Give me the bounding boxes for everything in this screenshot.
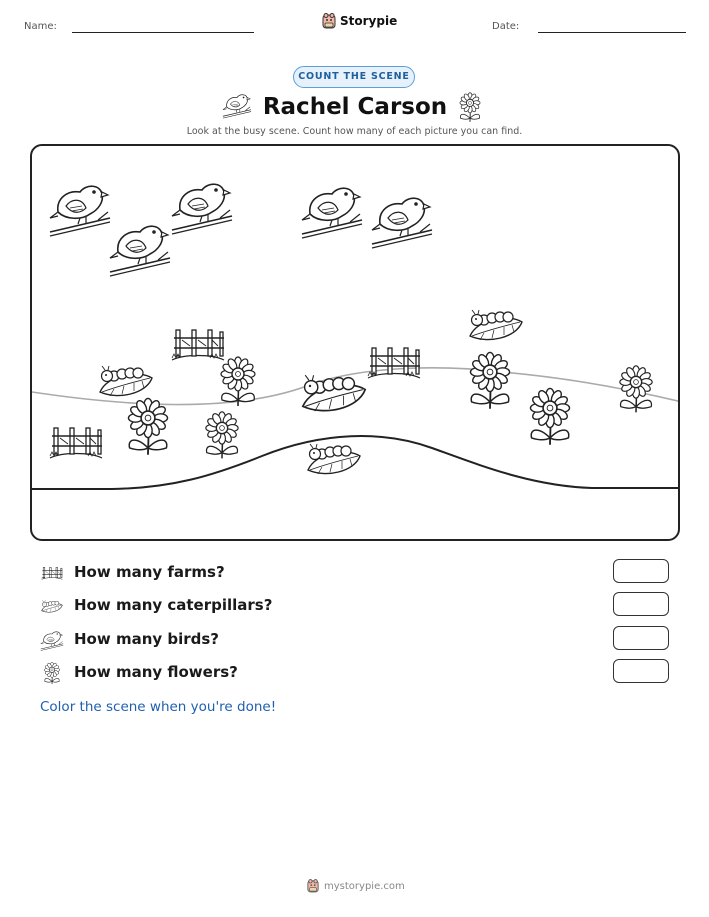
- storypie-mascot-icon: [322, 13, 336, 29]
- flower-icon: [530, 388, 569, 444]
- flower-icon: [470, 352, 509, 408]
- fence-icon: [368, 348, 420, 378]
- page-title: Rachel Carson: [262, 94, 448, 120]
- name-label: Name:: [24, 21, 57, 32]
- question-text: How many farms?: [74, 563, 225, 581]
- footer: [307, 879, 405, 893]
- question-text: How many caterpillars?: [74, 596, 273, 614]
- answer-box-caterpillars[interactable]: [613, 592, 669, 616]
- answer-box-farms[interactable]: [613, 559, 669, 583]
- fence-icon: [40, 561, 64, 585]
- bird-icon: [110, 226, 170, 276]
- question-row-caterpillars: [40, 592, 670, 620]
- flower-icon: [206, 412, 238, 459]
- name-line[interactable]: [72, 32, 254, 33]
- flower-icon: [40, 661, 64, 685]
- storypie-mascot-icon: [307, 879, 319, 893]
- question-row-farms: [40, 559, 670, 587]
- coloring-note: Color the scene when you're done!: [40, 699, 277, 715]
- fence-icon: [172, 330, 224, 360]
- answer-box-flowers[interactable]: [613, 659, 669, 683]
- brand-name: Storypie: [340, 14, 398, 28]
- bird-icon: [50, 186, 110, 236]
- question-row-birds: [40, 626, 670, 654]
- caterpillar-icon: [308, 444, 360, 474]
- caterpillar-icon: [470, 310, 522, 340]
- question-row-flowers: [40, 659, 670, 687]
- question-text: How many flowers?: [74, 663, 238, 681]
- bird-icon: [372, 198, 432, 248]
- footer-link[interactable]: mystorypie.com: [324, 880, 405, 892]
- date-label: Date:: [492, 21, 520, 32]
- flower-icon: [458, 91, 482, 123]
- scene-illustration: [32, 146, 680, 541]
- caterpillar-icon: [100, 366, 152, 396]
- bird-icon: [302, 188, 362, 238]
- question-text: How many birds?: [74, 630, 220, 648]
- caterpillar-icon: [303, 375, 365, 411]
- section-badge: COUNT THE SCENE: [293, 66, 415, 88]
- brand-logo: [322, 13, 397, 29]
- flower-icon: [620, 366, 652, 413]
- flower-icon: [221, 357, 255, 406]
- flower-icon: [128, 398, 167, 454]
- date-line[interactable]: [538, 32, 686, 33]
- instructions: Look at the busy scene. Count how many of each picture you can find.: [186, 126, 523, 137]
- fence-icon: [50, 428, 102, 458]
- bird-icon: [40, 628, 64, 652]
- bird-icon: [172, 184, 232, 234]
- caterpillar-icon: [40, 594, 64, 618]
- answer-box-birds[interactable]: [613, 626, 669, 650]
- scene-panel: [30, 144, 680, 541]
